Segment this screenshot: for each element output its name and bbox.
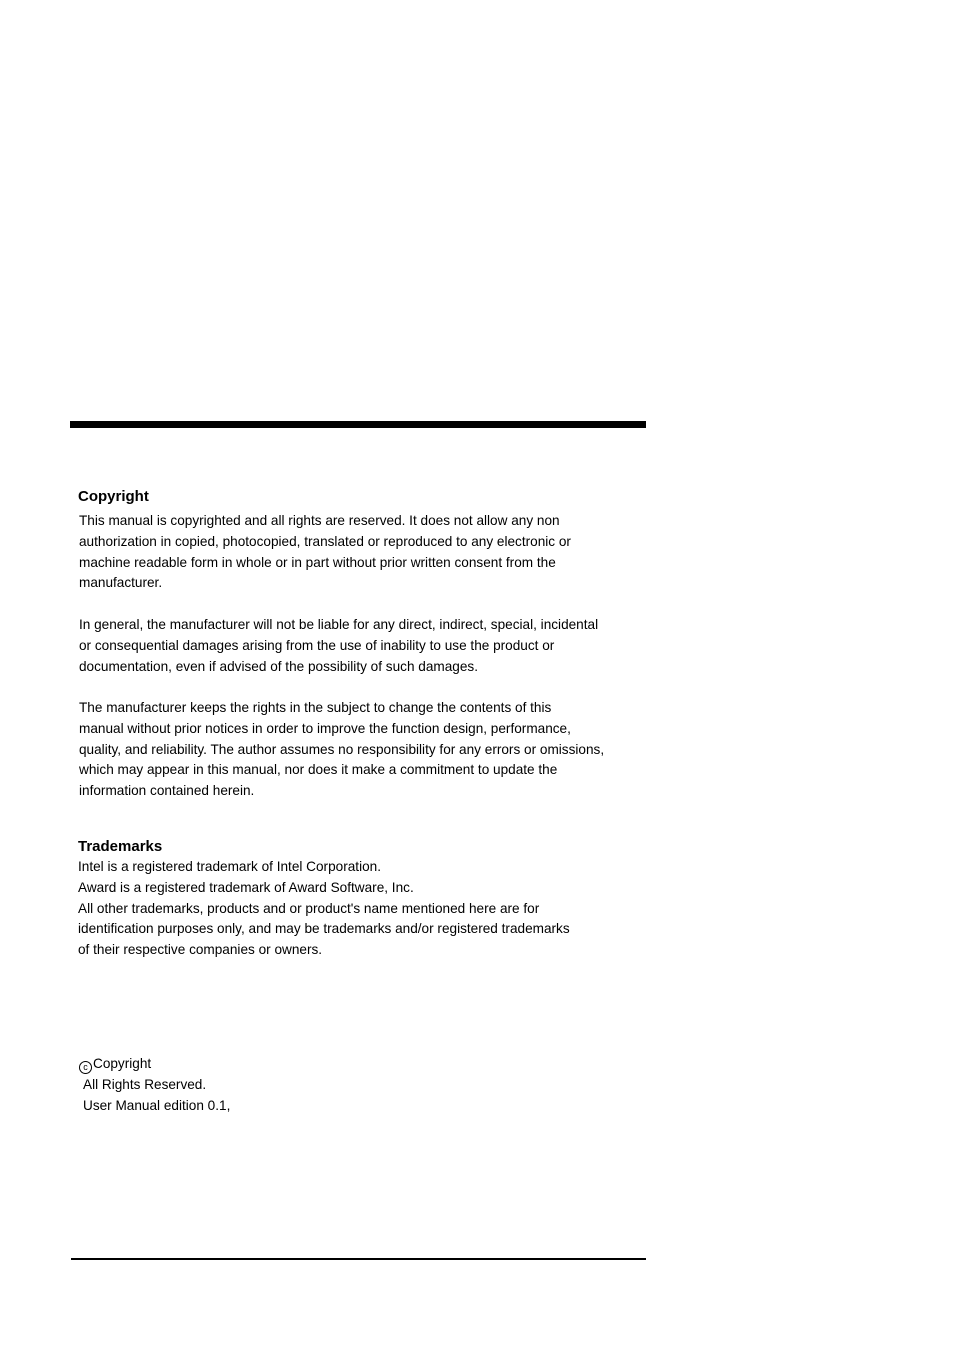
text-line: The manufacturer keeps the rights in the subject to change the contents of this — [79, 700, 552, 715]
text-line: Award is a registered trademark of Award Software, Inc. — [78, 879, 414, 895]
copyright-symbol-icon: c — [79, 1061, 92, 1074]
trademarks-paragraph — [78, 857, 570, 961]
text-line: or consequential damages arising from the use of inability to use the product or — [79, 637, 555, 653]
copyright-paragraph-1 — [79, 511, 571, 594]
text-line: This manual is copyrighted and all rights are reserved. It does not allow any non — [79, 513, 560, 528]
text-line: documentation, even if advised of the possibility of such damages. — [79, 658, 478, 674]
text-line: which may appear in this manual, nor does it make a commitment to update the — [79, 762, 558, 778]
copyright-paragraph-2 — [79, 615, 598, 677]
text-line: machine readable form in whole or in part without prior written consent from the — [79, 554, 556, 570]
text-line: All other trademarks, products and or product's name mentioned here are for — [78, 900, 540, 916]
text-line: authorization in copied, photocopied, translated or reproduced to any electronic or — [79, 533, 571, 549]
text-line: quality, and reliability. The author assumes no responsibility for any errors or omissions, — [79, 741, 605, 757]
copyright-line — [79, 1054, 230, 1075]
text-line: identification purposes only, and may be trademarks and/or registered trademarks — [78, 921, 570, 937]
text-line: Intel is a registered trademark of Intel Corporation. — [78, 859, 381, 874]
text-line: In general, the manufacturer will not be liable for any direct, indirect, special, incidental — [79, 617, 599, 632]
text-line: manual without prior notices in order to improve the function design, performance, — [79, 720, 571, 736]
copyright-label: Copyright — [93, 1056, 152, 1071]
text-line: manufacturer. — [79, 575, 163, 591]
bottom-divider — [71, 1258, 646, 1260]
copyright-heading: Copyright — [78, 488, 149, 505]
copyright-notice — [79, 1054, 230, 1116]
rights-reserved: All Rights Reserved. — [83, 1076, 207, 1092]
trademarks-heading: Trademarks — [78, 838, 163, 855]
text-line: of their respective companies or owners. — [78, 942, 323, 958]
copyright-paragraph-3 — [79, 698, 604, 802]
top-divider — [70, 421, 646, 428]
text-line: information contained herein. — [79, 783, 255, 799]
manual-edition: User Manual edition 0.1, — [83, 1097, 231, 1113]
